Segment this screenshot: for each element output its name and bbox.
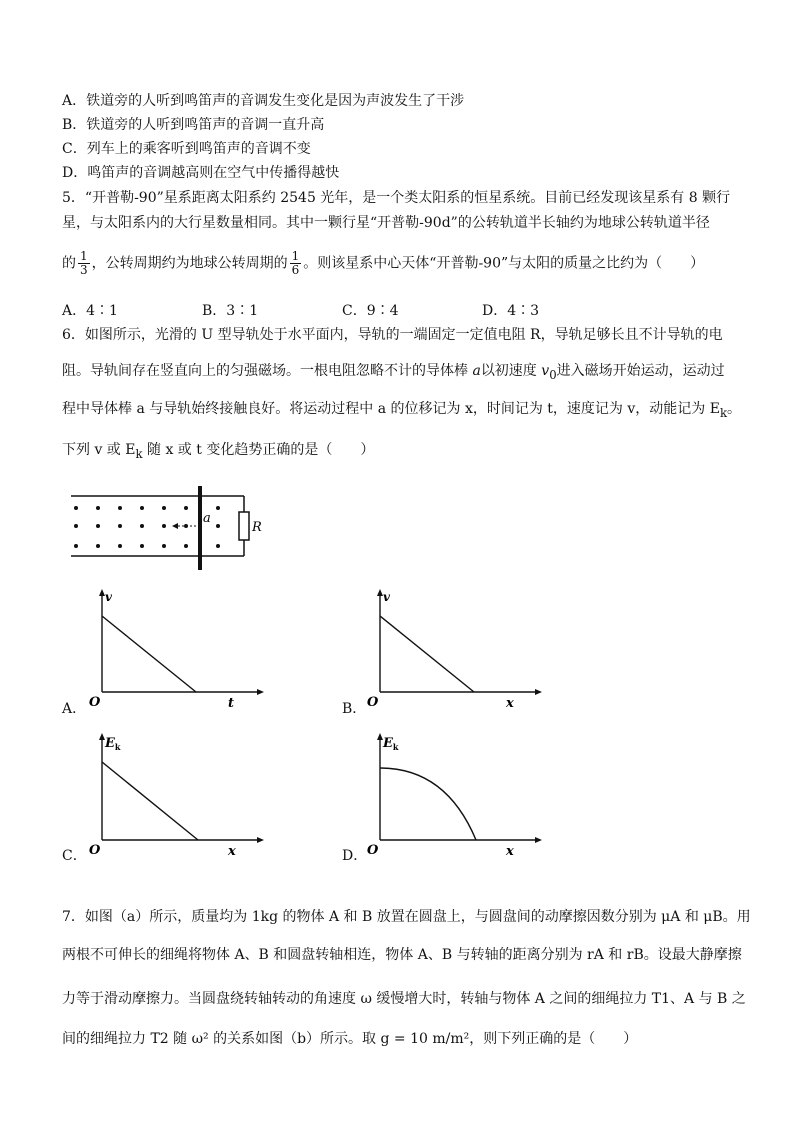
field-dot bbox=[74, 524, 78, 528]
field-dot bbox=[74, 506, 78, 510]
field-dot bbox=[216, 524, 220, 528]
field-dot bbox=[118, 506, 122, 510]
graph-c-ylabel: $E_k$ bbox=[105, 736, 121, 752]
q6-var-a: a bbox=[472, 363, 481, 379]
graph-a bbox=[86, 586, 266, 712]
graph-b-xlabel: x bbox=[506, 696, 514, 711]
graph-d bbox=[364, 730, 544, 860]
q5-text: 。则该星系中心天体“开普勒-90”与太阳的质量之比约为（ ） bbox=[303, 255, 705, 272]
resistor-label: R bbox=[252, 520, 262, 535]
q7-stem-line3: 力等于滑动摩擦力。当圆盘绕转轴转动的角速度 ω 缓慢增大时，转轴与物体 A 之间的细绳拉力 T1、A 与 B 之 bbox=[62, 991, 746, 1007]
q5-fraction-1: $\frac{1}{3}$ bbox=[80, 249, 88, 277]
graph-a-origin: O bbox=[89, 695, 101, 710]
field-dot bbox=[216, 506, 220, 510]
field-dot bbox=[96, 544, 100, 548]
rod-label: a bbox=[203, 511, 211, 526]
graph-b-ylabel: v bbox=[383, 590, 390, 604]
velocity-arrow-head bbox=[172, 523, 178, 529]
q6-stem-line3 bbox=[62, 400, 741, 422]
field-dot bbox=[216, 544, 220, 548]
graph-c-curve bbox=[102, 762, 198, 840]
field-dot bbox=[140, 524, 144, 528]
q6-stem-line2 bbox=[62, 362, 725, 384]
graph-a-option: A． bbox=[62, 701, 87, 717]
graph-b-x-arrow bbox=[535, 689, 542, 695]
q6-var-v0: v bbox=[541, 363, 550, 379]
field-dot bbox=[184, 506, 188, 510]
field-dot bbox=[162, 524, 166, 528]
q7-stem-line1: 7．如图（a）所示，质量均为 1kg 的物体 A 和 B 放置在圆盘上，与圆盘间的动摩擦因数分别为 μA 和 μB。用 bbox=[62, 909, 751, 925]
field-dot bbox=[140, 544, 144, 548]
field-dot bbox=[74, 544, 78, 548]
q5-option-d: D．4∶3 bbox=[482, 303, 540, 319]
q5-stem-line1: 5．“开普勒-90”星系距离太阳系约 2545 光年，是一个类太阳系的恒星系统。目前已经发现该星系有 8 颗行 bbox=[62, 190, 731, 206]
q4-option-c: C．列车上的乘客听到鸣笛声的音调不变 bbox=[62, 141, 311, 157]
q7-stem-line4: 间的细绳拉力 T2 随 ω² 的关系如图（b）所示。取 g = 10 m/m²，则下列正确的是（ ） bbox=[62, 1031, 638, 1047]
graph-a-curve bbox=[102, 616, 196, 692]
q5-stem-line3 bbox=[62, 250, 704, 277]
graph-d-origin: O bbox=[367, 843, 379, 858]
graph-d-curve bbox=[380, 768, 476, 840]
field-dot bbox=[118, 544, 122, 548]
field-dot bbox=[162, 544, 166, 548]
q6-text: 程中导体棒 a 与导轨始终接触良好。将运动过程中 a 的位移记为 x，时间记为 t，速度记为 v，动能记为 E bbox=[62, 401, 720, 417]
graph-b-curve bbox=[380, 616, 474, 692]
graph-d-option: D． bbox=[342, 848, 368, 864]
graph-a-ylabel: v bbox=[105, 590, 112, 604]
field-dot bbox=[96, 524, 100, 528]
graph-c-xlabel: x bbox=[228, 844, 236, 859]
q5-fraction-2: $\frac{1}{6}$ bbox=[291, 249, 300, 277]
resistor bbox=[239, 512, 249, 540]
q5-option-b: B．3∶1 bbox=[202, 303, 259, 319]
field-dot bbox=[96, 506, 100, 510]
graph-a-xlabel: t bbox=[228, 696, 235, 711]
graph-d-xlabel: x bbox=[506, 844, 514, 859]
q4-option-d: D．鸣笛声的音调越高则在空气中传播得越快 bbox=[62, 165, 340, 181]
q6-sub: 0 bbox=[549, 367, 557, 382]
q6-text: 。 bbox=[727, 401, 742, 417]
q5-option-a: A．4∶1 bbox=[62, 303, 118, 319]
graph-b bbox=[364, 586, 544, 712]
q5-stem-line2: 星，与太阳系内的大行星数量相同。其中一颗行星“开普勒-90d”的公转轨道半长轴约为地球公转轨道半径 bbox=[62, 215, 710, 231]
rail-field-figure bbox=[66, 484, 262, 574]
q6-stem-line1: 6．如图所示，光滑的 U 型导轨处于水平面内，导轨的一端固定一定值电阻 R，导轨足够长且不计导轨的电 bbox=[62, 327, 723, 343]
q6-text: 随 x 或 t 变化趋势正确的是（ ） bbox=[142, 442, 375, 458]
field-dot bbox=[118, 524, 122, 528]
q5-text: ，公转周期约为地球公转周期的 bbox=[91, 255, 288, 272]
q4-option-b: B．铁道旁的人听到鸣笛声的音调一直升高 bbox=[62, 117, 325, 133]
q6-text: 阻。导轨间存在竖直向上的匀强磁场。一根电阻忽略不计的导体棒 bbox=[62, 363, 473, 379]
q7-stem-line2: 两根不可伸长的细绳将物体 A、B 和圆盘转轴相连，物体 A、B 与转轴的距离分别为 rA 和 rB。设最大静摩擦 bbox=[62, 947, 742, 963]
field-dot bbox=[184, 544, 188, 548]
q6-text: 下列 v 或 E bbox=[62, 442, 136, 458]
field-dot bbox=[162, 506, 166, 510]
graph-b-origin: O bbox=[367, 695, 379, 710]
graph-a-x-arrow bbox=[257, 689, 264, 695]
q6-stem-line4 bbox=[62, 441, 374, 463]
q6-sub: k bbox=[719, 405, 728, 420]
q5-text: 的 bbox=[62, 255, 76, 272]
graph-c-x-arrow bbox=[257, 837, 264, 843]
q6-text: 以初速度 bbox=[480, 363, 542, 379]
q4-option-a: A．铁道旁的人听到鸣笛声的音调发生变化是因为声波发生了干涉 bbox=[62, 93, 465, 109]
q6-text: 进入磁场开始运动，运动过 bbox=[556, 363, 725, 379]
graph-c-origin: O bbox=[89, 843, 101, 858]
q6-sub: k bbox=[135, 446, 143, 461]
q5-option-c: C．9∶4 bbox=[342, 303, 399, 319]
graph-c-option: C． bbox=[62, 848, 87, 864]
field-dot bbox=[140, 506, 144, 510]
graph-d-ylabel: $E_k$ bbox=[383, 736, 399, 752]
graph-c bbox=[86, 730, 266, 860]
graph-b-option: B． bbox=[342, 701, 367, 717]
graph-d-x-arrow bbox=[535, 837, 542, 843]
